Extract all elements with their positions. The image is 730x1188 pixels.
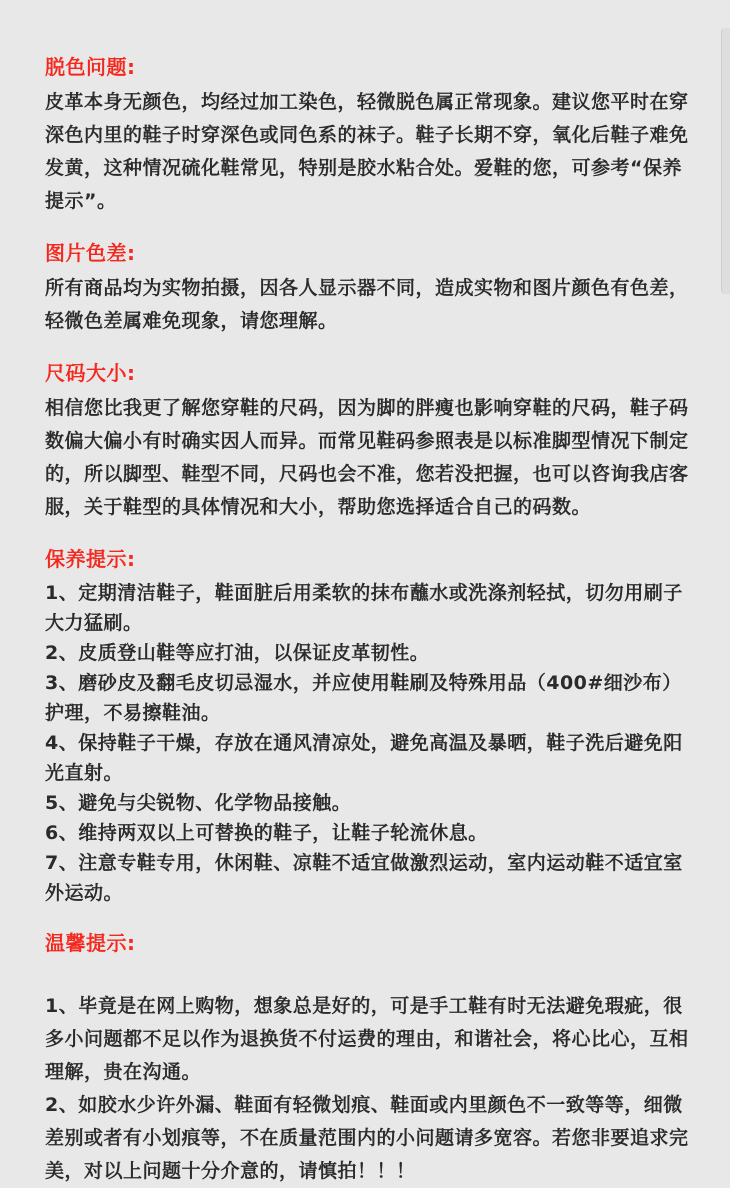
section-paragraph: 1、毕竟是在网上购物，想象总是好的，可是手工鞋有时无法避免瑕疵，很多小问题都不足以作为退换货不付运费的理由，和谐社会，将心比心，互相理解，贵在沟通。 [45,995,689,1083]
section-heading: 图片色差: [45,241,136,265]
section-paragraph: 4、保持鞋子干燥，存放在通风清凉处，避免高温及暴晒，鞋子洗后避免阳光直射。 [45,732,683,784]
notice-section [45,242,690,338]
section-paragraph: 相信您比我更了解您穿鞋的尺码，因为脚的胖瘦也影响穿鞋的尺码，鞋子码数偏大偏小有时确实因人而异。而常见鞋码参照表是以标准脚型情况下制定的，所以脚型、鞋型不同，尺码也会不准，您若没把握，也可以咨询我店客服，关于鞋型的具体情况和大小，帮助您选择适合自己的码数。 [45,397,689,518]
notice-section [45,56,690,218]
section-paragraph: 2、皮质登山鞋等应打油，以保证皮革韧性。 [45,642,430,664]
section-paragraph: 皮革本身无颜色，均经过加工染色，轻微脱色属正常现象。建议您平时在穿深色内里的鞋子时穿深色或同色系的袜子。鞋子长期不穿，氧化后鞋子难免发黄，这种情况硫化鞋常见，特别是胶水粘合处。爱鞋的您，可参考“保养提示”。 [45,91,689,212]
section-paragraph: 2、如胶水少许外漏、鞋面有轻微划痕、鞋面或内里颜色不一致等等，细微差别或者有小划痕等，不在质量范围内的小问题请多宽容。若您非要追求完美，对以上问题十分介意的，请慎拍！！！ [45,1094,689,1182]
section-heading: 温馨提示: [45,931,136,955]
section-heading: 脱色问题: [45,55,136,79]
section-paragraph: 7、注意专鞋专用，休闲鞋、凉鞋不适宜做激烈运动，室内运动鞋不适宜室外运动。 [45,852,683,904]
notice-section [45,932,690,1188]
section-heading: 保养提示: [45,547,136,571]
section-paragraph: 3、磨砂皮及翻毛皮切忌湿水，并应使用鞋刷及特殊用品（400#细沙布）护理，不易擦鞋油。 [45,672,682,724]
scrollbar-thumb[interactable] [721,28,730,294]
section-heading: 尺码大小: [45,361,136,385]
notice-section [45,362,690,524]
notice-section [45,548,690,908]
section-paragraph: 5、避免与尖锐物、化学物品接触。 [45,792,352,814]
section-paragraph: 1、定期清洁鞋子，鞋面脏后用柔软的抹布蘸水或洗涤剂轻拭，切勿用刷子大力猛刷。 [45,582,683,634]
section-paragraph: 所有商品均为实物拍摄，因各人显示器不同，造成实物和图片颜色有色差，轻微色差属难免现象，请您理解。 [45,277,689,332]
section-paragraph: 6、维持两双以上可替换的鞋子，让鞋子轮流休息。 [45,822,488,844]
